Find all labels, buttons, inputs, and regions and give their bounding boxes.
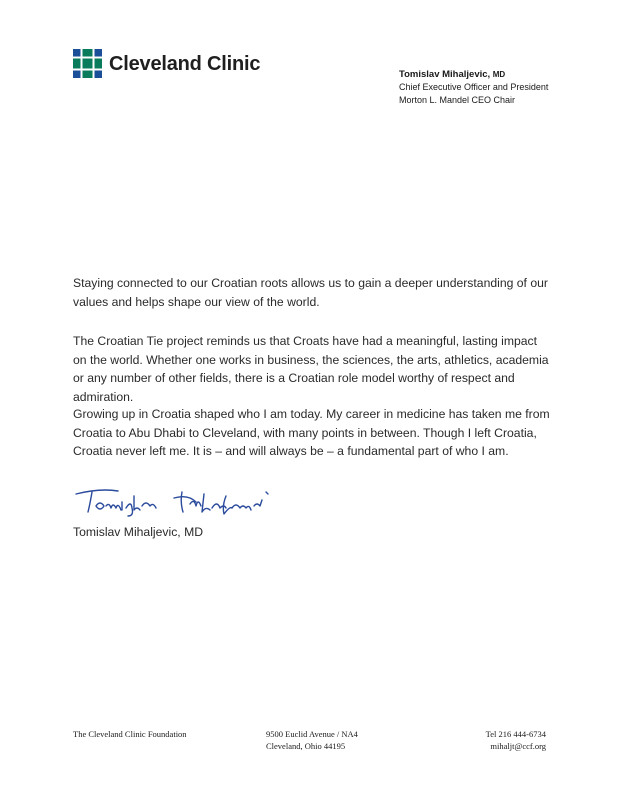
cleveland-clinic-cross-icon: [73, 49, 102, 78]
executive-title: Chief Executive Officer and President: [399, 82, 549, 92]
email-address: mihaljt@ccf.org: [490, 741, 546, 751]
executive-block: [399, 68, 548, 107]
letter-paragraph: Staying connected to our Croatian roots allows us to gain a deeper understanding of our values and helps shape our view of the world.: [73, 276, 548, 309]
address-line-2: Cleveland, Ohio 44195: [266, 741, 346, 751]
footer-contact: [486, 728, 546, 752]
organization-name: The Cleveland Clinic Foundation: [73, 729, 187, 739]
cleveland-clinic-logo: [73, 49, 260, 78]
address-line-1: 9500 Euclid Avenue / NA4: [266, 729, 358, 739]
phone-number: Tel 216 444-6734: [485, 729, 546, 739]
executive-name-line: [399, 68, 548, 81]
footer-organization: [73, 728, 187, 740]
executive-name: Tomislav Mihaljevic,: [399, 69, 491, 80]
executive-credential: MD: [492, 70, 506, 79]
executive-chair: Morton L. Mandel CEO Chair: [399, 95, 516, 105]
letter-paragraph: The Croatian Tie project reminds us that Croats have had a meaningful, lasting impact on the world. Whether one works in business, the sciences, the arts, athletics, academia or any number of other fields, there is a Croatian role model worthy of respect and admiration.: [73, 334, 549, 404]
handwritten-signature: [70, 482, 290, 527]
signer-name: Tomislav Mihaljevic, MD: [73, 525, 204, 539]
letter-paragraph: Growing up in Croatia shaped who I am today. My career in medicine has taken me from Croatia to Abu Dhabi to Cleveland, with many points in between. Though I left Croatia, Croatia never left me. It is – and will always be – a fundamental part of who I am.: [73, 407, 550, 458]
brand-name: Cleveland Clinic: [109, 52, 261, 75]
footer-address: [266, 728, 358, 752]
